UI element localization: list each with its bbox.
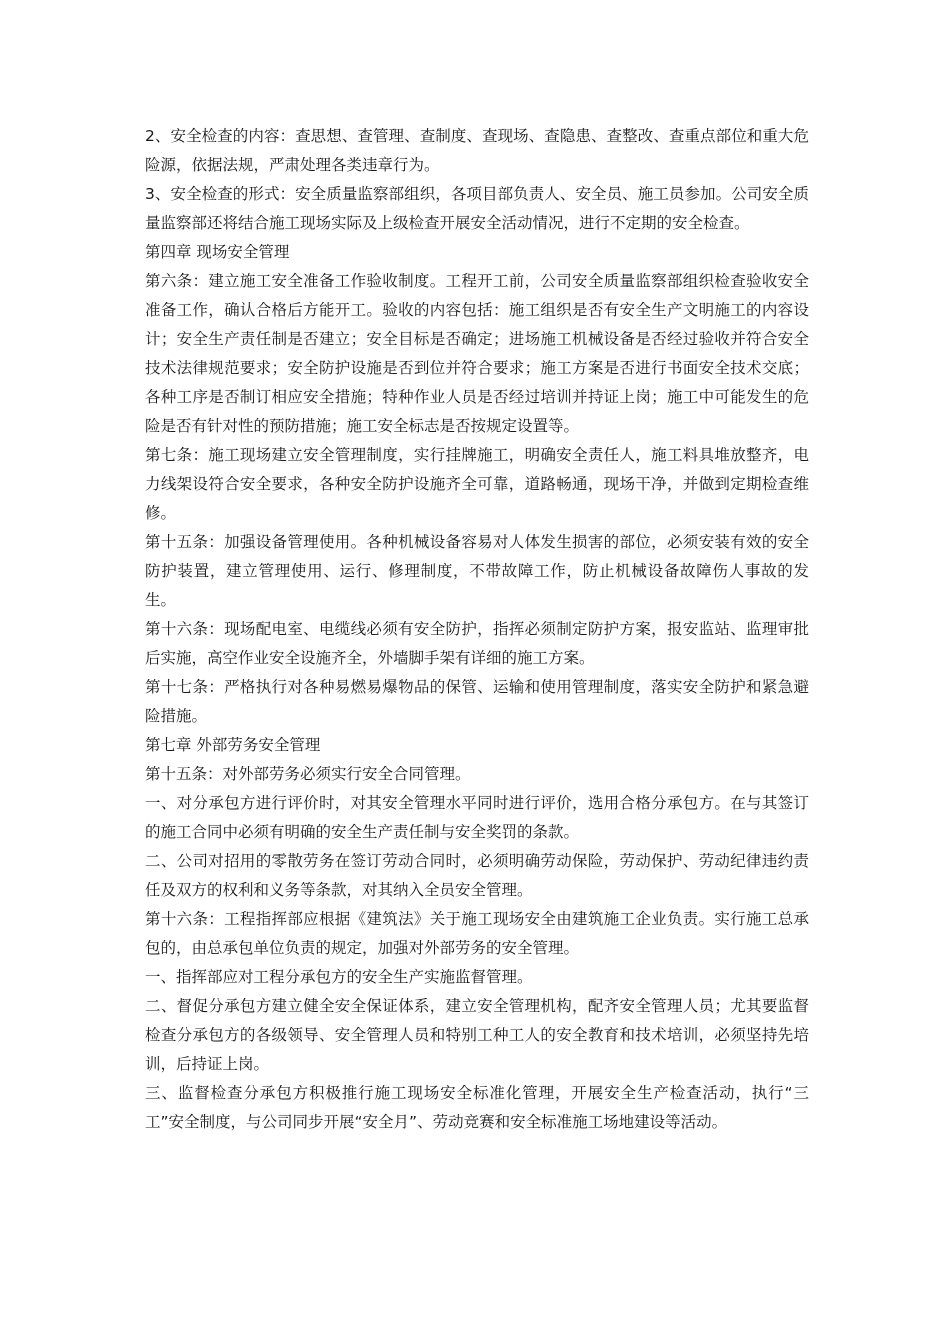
paragraph-article-16-law: 第十六条：工程指挥部应根据《建筑法》关于施工现场安全由建筑施工企业负责。实行施工总承包的，由总承包单位负责的规定，加强对外部劳务的安全管理。 [145,910,809,957]
paragraph-item-2-system: 二、督促分承包方建立健全安全保证体系，建立安全管理机构，配齐安全管理人员；尤其要监督检查分承包方的各级领导、安全管理人员和特别工种工人的安全教育和技术培训，必须坚持先培训，后持证上岗。 [145,997,809,1073]
paragraph-article-17: 第十七条：严格执行对各种易燃易爆物品的保管、运输和使用管理制度，落实安全防护和紧急避险措施。 [145,678,809,725]
paragraph-article-16-power: 第十六条：现场配电室、电缆线必须有安全防护，指挥必须制定防护方案，报安监站、监理审批后实施，高空作业安全设施齐全，外墙脚手架有详细的施工方案。 [145,620,809,667]
paragraph-article-15-contract: 第十五条：对外部劳务必须实行安全合同管理。 [145,765,471,783]
paragraph-item-2-labor-contract: 二、公司对招用的零散劳务在签订劳动合同时，必须明确劳动保险，劳动保护、劳动纪律违约责任及双方的权利和义务等条款，对其纳入全员安全管理。 [145,852,809,899]
paragraph-item-1-supervision: 一、指挥部应对工程分承包方的安全生产实施监督管理。 [145,968,533,986]
document-body [145,122,809,1137]
paragraph-item-1-evaluation: 一、对分承包方进行评价时，对其安全管理水平同时进行评价，选用合格分承包方。在与其签订的施工合同中必须有明确的安全生产责任制与安全奖罚的条款。 [145,794,809,841]
paragraph-inspection-form: 3、安全检查的形式：安全质量监察部组织，各项目部负责人、安全员、施工员参加。公司安全质量监察部还将结合施工现场实际及上级检查开展安全活动情况，进行不定期的安全检查。 [145,185,809,232]
paragraph-article-6: 第六条：建立施工安全准备工作验收制度。工程开工前，公司安全质量监察部组织检查验收安全准备工作，确认合格后方能开工。验收的内容包括：施工组织是否有安全生产文明施工的内容设计；安全生产责任制是否建立；安全目标是否确定；进场施工机械设备是否经过验收并符合安全技术法律规范要求；安全防护设施是否到位并符合要求；施工方案是否进行书面安全技术交底；各种工序是否制订相应安全措施；特种作业人员是否经过培训并持证上岗；施工中可能发生的危险是否有针对性的预防措施；施工安全标志是否按规定设置等。 [145,272,809,435]
chapter-heading-external-labor: 第七章 外部劳务安全管理 [145,736,321,754]
chapter-heading-site-safety: 第四章 现场安全管理 [145,243,290,261]
paragraph-item-3-standardization: 三、监督检查分承包方积极推行施工现场安全标准化管理，开展安全生产检查活动，执行“三工”安全制度，与公司同步开展“安全月”、劳动竞赛和安全标准施工场地建设等活动。 [145,1084,809,1131]
paragraph-article-15-equipment: 第十五条：加强设备管理使用。各种机械设备容易对人体发生损害的部位，必须安装有效的安全防护装置，建立管理使用、运行、修理制度，不带故障工作，防止机械设备故障伤人事故的发生。 [145,533,809,609]
paragraph-inspection-content: 2、安全检查的内容：查思想、查管理、查制度、查现场、查隐患、查整改、查重点部位和重大危险源，依据法规，严肃处理各类违章行为。 [145,127,809,174]
paragraph-article-7: 第七条：施工现场建立安全管理制度，实行挂牌施工，明确安全责任人，施工料具堆放整齐，电力线架设符合安全要求，各种安全防护设施齐全可靠，道路畅通，现场干净，并做到定期检查维修。 [145,446,809,522]
